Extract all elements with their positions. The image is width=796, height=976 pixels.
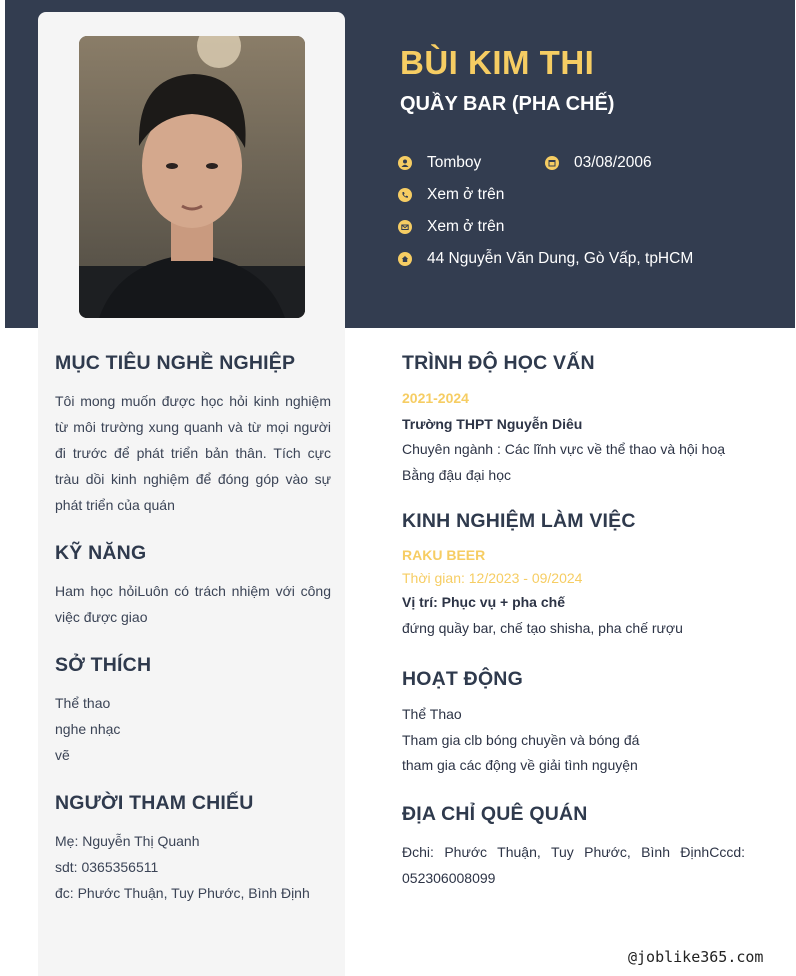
objective-title: MỤC TIÊU NGHỀ NGHIỆP bbox=[55, 352, 296, 374]
hobby-item: nghe nhạc bbox=[55, 721, 121, 737]
info-phone bbox=[398, 186, 504, 204]
reference-item: đc: Phước Thuận, Tuy Phước, Bình Định bbox=[55, 885, 310, 901]
hometown-title: ĐỊA CHỈ QUÊ QUÁN bbox=[402, 803, 588, 825]
reference-item: Mẹ: Nguyễn Thị Quanh bbox=[55, 833, 200, 849]
education-result: Bằng đậu đại học bbox=[402, 466, 511, 483]
experience-description: đứng quầy bar, chế tạo shisha, pha chế rượu bbox=[402, 619, 683, 636]
info-gender bbox=[398, 154, 481, 172]
education-school: Trường THPT Nguyễn Diêu bbox=[402, 415, 583, 432]
info-dob bbox=[545, 154, 652, 172]
home-icon bbox=[398, 252, 412, 266]
activity-item: tham gia các động về giải tình nguyện bbox=[402, 757, 638, 773]
envelope-icon bbox=[398, 220, 412, 234]
experience-title: KINH NGHIỆM LÀM VIỆC bbox=[402, 510, 636, 532]
gender-text: Tomboy bbox=[427, 154, 482, 171]
activity-item: Thể Thao bbox=[402, 706, 462, 722]
user-icon bbox=[398, 156, 412, 170]
calendar-icon bbox=[545, 156, 559, 170]
phone-text: Xem ở trên bbox=[427, 186, 505, 203]
skills-text: Ham học hỏiLuôn có trách nhiệm với công việc được giao bbox=[55, 583, 331, 625]
experience-period: Thời gian: 12/2023 - 09/2024 bbox=[402, 570, 583, 586]
education-title: TRÌNH ĐỘ HỌC VẤN bbox=[402, 352, 595, 374]
activity-item: Tham gia clb bóng chuyền và bóng đá bbox=[402, 731, 640, 748]
hobbies-list bbox=[55, 690, 331, 768]
references-title: NGƯỜI THAM CHIẾU bbox=[55, 792, 254, 814]
email-text: Xem ở trên bbox=[427, 218, 505, 235]
activities-list bbox=[402, 702, 747, 779]
info-email bbox=[398, 218, 504, 236]
skills-title: KỸ NĂNG bbox=[55, 542, 147, 564]
education-period: 2021-2024 bbox=[402, 390, 469, 406]
job-title: QUẦY BAR (PHA CHẾ) bbox=[400, 93, 615, 115]
experience-block bbox=[402, 544, 747, 641]
activities-title: HOẠT ĐỘNG bbox=[402, 668, 523, 690]
hobby-item: Thể thao bbox=[55, 695, 111, 711]
address-text: 44 Nguyễn Văn Dung, Gò Vấp, tpHCM bbox=[427, 250, 694, 267]
experience-company: RAKU BEER bbox=[402, 547, 486, 563]
reference-item: sdt: 0365356511 bbox=[55, 859, 159, 875]
education-major: Chuyên ngành : Các lĩnh vực về thể thao và hội hoạ bbox=[402, 441, 726, 457]
profile-photo bbox=[79, 36, 305, 318]
hobbies-title: SỞ THÍCH bbox=[55, 654, 152, 676]
info-address bbox=[398, 250, 693, 268]
phone-icon bbox=[398, 188, 412, 202]
watermark: @joblike365.com bbox=[628, 948, 764, 966]
hometown-text: Đchi: Phước Thuận, Tuy Phước, Bình ĐịnhCccd: 052306008099 bbox=[402, 844, 745, 886]
profile-photo-illustration bbox=[79, 36, 305, 318]
objective-text: Tôi mong muốn được học hỏi kinh nghiệm từ môi trường xung quanh và từ mọi người đi trước để phát triển bản thân. Tích cực tràu dồi kinh nghiệm để đóng góp vào sự phát triển của quán bbox=[55, 393, 331, 513]
dob-text: 03/08/2006 bbox=[574, 154, 652, 171]
education-block bbox=[402, 386, 747, 488]
hobby-item: vẽ bbox=[55, 747, 70, 763]
references-list bbox=[55, 828, 331, 906]
experience-position: Vị trí: Phục vụ + pha chế bbox=[402, 594, 565, 610]
candidate-name: BÙI KIM THI bbox=[400, 44, 595, 81]
